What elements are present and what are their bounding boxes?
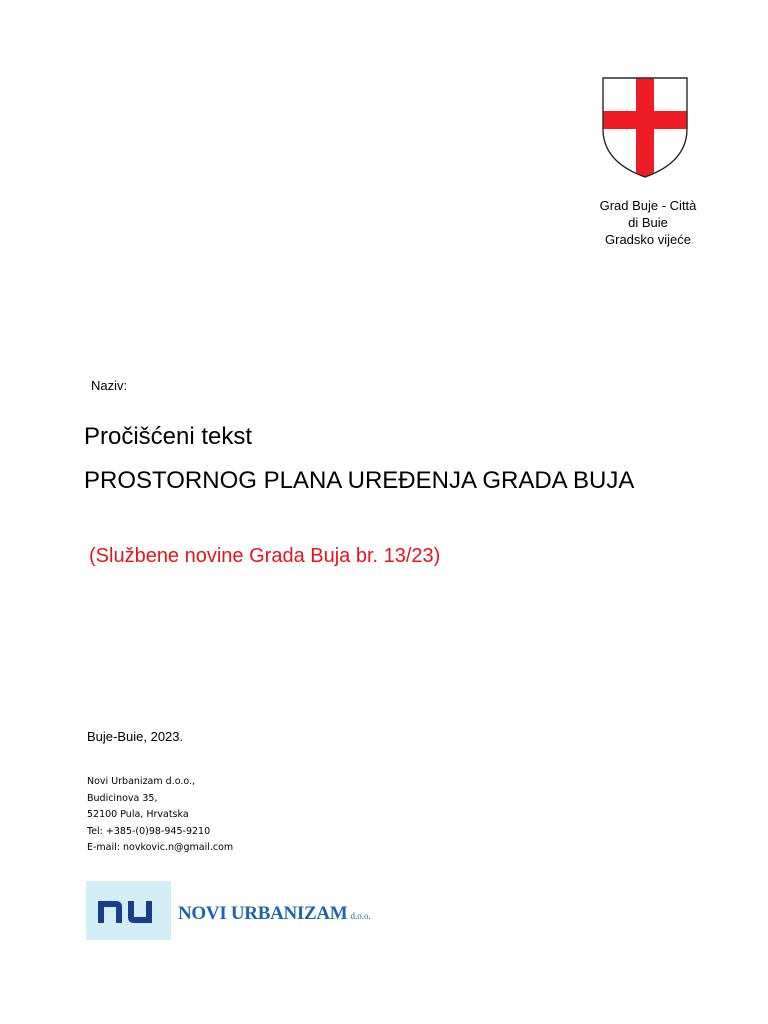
issuer-line: Gradsko vijeće <box>605 232 691 247</box>
company-contact <box>87 774 233 857</box>
naziv-label: Naziv: <box>91 378 128 393</box>
gazette-reference: (Službene novine Grada Buja br. 13/23) <box>89 545 441 567</box>
document-title-line2: PROSTORNOG PLANA UREĐENJA GRADA BUJA <box>84 467 635 494</box>
document-title-line1: Pročišćeni tekst <box>84 423 253 450</box>
company-logo <box>86 881 376 940</box>
company-email: E-mail: novkovic.n@gmail.com <box>87 842 234 853</box>
company-line: Tel: +385-(0)98-945-9210 <box>87 825 211 837</box>
coat-of-arms-icon <box>602 77 688 178</box>
logo-name: NOVI URBANIZAM <box>178 903 348 924</box>
issuer-line: Grad Buje - Città <box>599 198 697 213</box>
company-line: 52100 Pula, Hrvatska <box>87 809 189 820</box>
nu-logo-icon <box>86 881 171 940</box>
place-date: Buje-Buie, 2023. <box>87 729 184 744</box>
logo-suffix: d.o.o. <box>350 911 371 921</box>
company-line: Budicinova 35, <box>87 792 158 804</box>
issuer-line: di Buie <box>628 215 668 230</box>
issuer-name <box>586 197 710 248</box>
company-line: Novi Urbanizam d.o.o., <box>87 776 196 787</box>
